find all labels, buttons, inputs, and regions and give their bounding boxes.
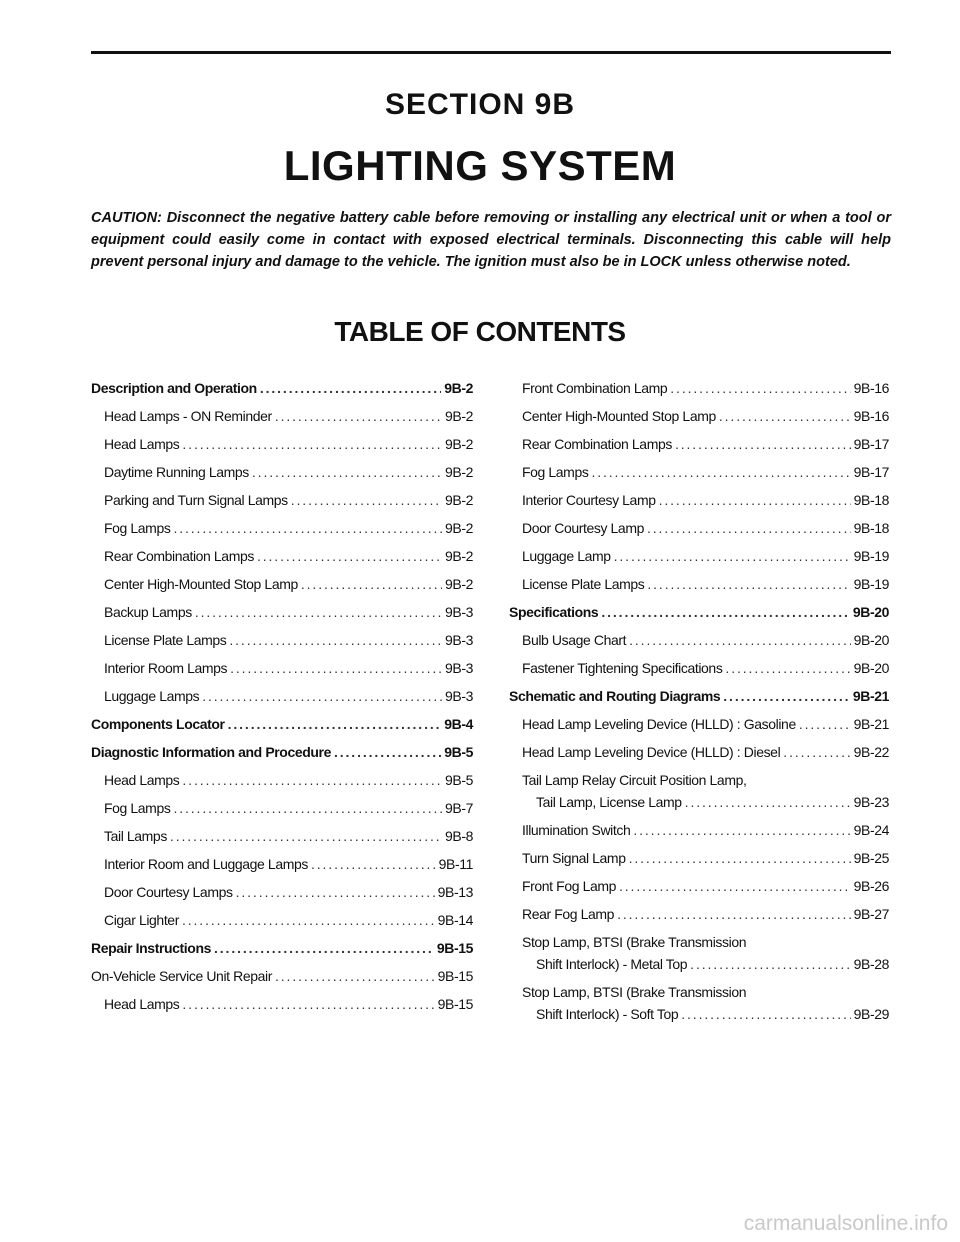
- toc-entry-label: Cigar Lighter: [104, 912, 179, 928]
- toc-entry[interactable]: [91, 878, 473, 900]
- toc-entry-label: License Plate Lamps: [522, 576, 645, 592]
- toc-entry[interactable]: [91, 542, 473, 564]
- toc-entry-label: License Plate Lamps: [104, 632, 227, 648]
- toc-entry-page: 9B-23: [853, 794, 889, 810]
- dot-leader: [173, 800, 442, 816]
- toc-entry[interactable]: [509, 654, 889, 676]
- toc-entry-label: Illumination Switch: [522, 822, 631, 838]
- toc-entry[interactable]: [509, 458, 889, 480]
- toc-entry-label: Repair Instructions: [91, 940, 211, 956]
- dot-leader: [182, 996, 434, 1012]
- dot-leader: [334, 744, 441, 760]
- toc-entry-page: 9B-24: [853, 822, 889, 838]
- toc-entry[interactable]: [91, 794, 473, 816]
- dot-leader: [301, 576, 442, 592]
- toc-entry-label: Head Lamps: [104, 436, 180, 452]
- dot-leader: [601, 604, 850, 620]
- toc-entry[interactable]: [91, 766, 473, 788]
- toc-entry[interactable]: [509, 978, 889, 1022]
- toc-entry-label: Head Lamp Leveling Device (HLLD) : Gasoline: [522, 716, 796, 732]
- toc-left-column: [91, 374, 473, 1018]
- toc-entry-page: 9B-17: [853, 464, 889, 480]
- toc-right-column: [509, 374, 889, 1028]
- dot-leader: [236, 884, 435, 900]
- toc-entry-page: 9B-14: [437, 912, 473, 928]
- toc-entry-label: Interior Courtesy Lamp: [522, 492, 656, 508]
- dot-leader: [230, 660, 442, 676]
- toc-entry-page: 9B-21: [852, 688, 889, 704]
- toc-entry[interactable]: [91, 710, 473, 732]
- dot-leader: [182, 772, 442, 788]
- toc-entry-page: 9B-16: [853, 408, 889, 424]
- toc-entry-label: Center High-Mounted Stop Lamp: [522, 408, 716, 424]
- toc-entry[interactable]: [509, 844, 889, 866]
- toc-entry-label: Schematic and Routing Diagrams: [509, 688, 721, 704]
- toc-entry-page: 9B-17: [853, 436, 889, 452]
- toc-entry[interactable]: [91, 486, 473, 508]
- dot-leader: [647, 576, 850, 592]
- toc-entry[interactable]: [91, 934, 473, 956]
- dot-leader: [182, 436, 442, 452]
- toc-entry[interactable]: [91, 962, 473, 984]
- toc-entry-label: Head Lamps: [104, 772, 180, 788]
- toc-entry-label: Fog Lamps: [104, 520, 171, 536]
- dot-leader: [228, 716, 442, 732]
- dot-leader: [202, 688, 442, 704]
- toc-entry-label: Door Courtesy Lamps: [104, 884, 233, 900]
- toc-entry-page: 9B-27: [853, 906, 889, 922]
- toc-entry-label: Fog Lamps: [104, 800, 171, 816]
- toc-entry[interactable]: [91, 430, 473, 452]
- dot-leader: [291, 492, 442, 508]
- toc-entry-page: 9B-7: [445, 800, 473, 816]
- toc-entry-page: 9B-11: [438, 856, 473, 872]
- toc-entry[interactable]: [91, 514, 473, 536]
- toc-entry-page: 9B-2: [445, 492, 473, 508]
- toc-entry-label: Components Locator: [91, 716, 225, 732]
- dot-leader: [783, 744, 850, 760]
- toc-entry-page: 9B-15: [437, 968, 473, 984]
- caution-notice: CAUTION: Disconnect the negative battery cable before removing or installing any electrical unit or when a tool or equipment could easily come in contact with exposed electrical terminals. Disconnecting this cable will help prevent personal injury and damage to the vehicle. The ignition must also be in LOCK unless otherwise noted.: [91, 210, 891, 270]
- toc-entry[interactable]: [509, 766, 889, 810]
- toc-entry-label: Stop Lamp, BTSI (Brake Transmission: [522, 984, 747, 1000]
- toc-entry[interactable]: [91, 850, 473, 872]
- toc-entry-label: Rear Combination Lamps: [104, 548, 254, 564]
- toc-entry-label: Tail Lamp, License Lamp: [536, 794, 682, 810]
- dot-leader: [723, 688, 850, 704]
- toc-entry[interactable]: [509, 542, 889, 564]
- toc-entry-page: 9B-26: [853, 878, 889, 894]
- toc-entry-label: Bulb Usage Chart: [522, 632, 627, 648]
- dot-leader: [195, 604, 442, 620]
- toc-entry-label: Shift Interlock) - Soft Top: [536, 1006, 679, 1022]
- toc-entry-label: Turn Signal Lamp: [522, 850, 626, 866]
- toc-entry-page: 9B-2: [445, 548, 473, 564]
- toc-entry-label: Front Combination Lamp: [522, 380, 668, 396]
- toc-entry-label: Parking and Turn Signal Lamps: [104, 492, 288, 508]
- toc-entry-page: 9B-19: [853, 576, 889, 592]
- toc-entry-page: 9B-13: [437, 884, 473, 900]
- toc-entry-page: 9B-2: [445, 408, 473, 424]
- toc-entry[interactable]: [91, 598, 473, 620]
- dot-leader: [617, 906, 851, 922]
- toc-entry-label: Stop Lamp, BTSI (Brake Transmission: [522, 934, 747, 950]
- toc-entry-label: Head Lamp Leveling Device (HLLD) : Diesel: [522, 744, 781, 760]
- toc-entry-label: Interior Room and Luggage Lamps: [104, 856, 308, 872]
- toc-entry[interactable]: [509, 514, 889, 536]
- toc-entry-page: 9B-15: [437, 996, 473, 1012]
- section-number: SECTION 9B: [384, 88, 576, 121]
- dot-leader: [170, 828, 442, 844]
- toc-entry-page: 9B-21: [853, 716, 889, 732]
- dot-leader: [629, 850, 851, 866]
- toc-entry[interactable]: [91, 570, 473, 592]
- dot-leader: [685, 794, 851, 810]
- toc-entry[interactable]: [91, 822, 473, 844]
- toc-entry[interactable]: [91, 374, 473, 396]
- toc-entry[interactable]: [509, 816, 889, 838]
- toc-entry-label: Center High-Mounted Stop Lamp: [104, 576, 298, 592]
- toc-entry-page: 9B-29: [853, 1006, 889, 1022]
- dot-leader: [275, 968, 435, 984]
- dot-leader: [214, 940, 434, 956]
- toc-entry-continuation: [522, 950, 889, 972]
- toc-entry-page: 9B-25: [853, 850, 889, 866]
- dot-leader: [182, 912, 435, 928]
- toc-entry-label: Fastener Tightening Specifications: [522, 660, 723, 676]
- toc-entry-page: 9B-20: [852, 604, 889, 620]
- toc-entry[interactable]: [509, 598, 889, 620]
- toc-entry-page: 9B-5: [445, 772, 473, 788]
- toc-entry-label: Head Lamps: [104, 996, 180, 1012]
- dot-leader: [647, 520, 851, 536]
- toc-entry-label: Specifications: [509, 604, 599, 620]
- dot-leader: [257, 548, 442, 564]
- toc-entry-page: 9B-3: [445, 688, 473, 704]
- toc-entry-label: On-Vehicle Service Unit Repair: [91, 968, 272, 984]
- dot-leader: [670, 380, 850, 396]
- toc-entry[interactable]: [91, 738, 473, 760]
- toc-entry-page: 9B-28: [853, 956, 889, 972]
- toc-entry[interactable]: [509, 626, 889, 648]
- dot-leader: [725, 660, 850, 676]
- dot-leader: [619, 878, 851, 894]
- dot-leader: [719, 408, 851, 424]
- toc-entry-page: 9B-8: [445, 828, 473, 844]
- dot-leader: [229, 632, 442, 648]
- toc-entry[interactable]: [509, 682, 889, 704]
- toc-entry[interactable]: [509, 570, 889, 592]
- toc-entry-page: 9B-18: [853, 492, 889, 508]
- toc-entry-label: Diagnostic Information and Procedure: [91, 744, 331, 760]
- toc-entry-label: Tail Lamps: [104, 828, 167, 844]
- toc-entry-label: Daytime Running Lamps: [104, 464, 249, 480]
- page-title: LIGHTING SYSTEM: [283, 142, 677, 189]
- dot-leader: [675, 436, 851, 452]
- toc-entry-page: 9B-19: [853, 548, 889, 564]
- dot-leader: [173, 520, 442, 536]
- toc-entry[interactable]: [91, 654, 473, 676]
- toc-entry-label: Fog Lamps: [522, 464, 589, 480]
- toc-entry-page: 9B-2: [445, 436, 473, 452]
- toc-entry-label: Door Courtesy Lamp: [522, 520, 644, 536]
- toc-entry[interactable]: [91, 990, 473, 1012]
- dot-leader: [311, 856, 436, 872]
- dot-leader: [591, 464, 850, 480]
- toc-entry-page: 9B-2: [445, 464, 473, 480]
- dot-leader: [252, 464, 442, 480]
- toc-entry[interactable]: [91, 906, 473, 928]
- toc-entry-label: Backup Lamps: [104, 604, 192, 620]
- toc-entry-label: Description and Operation: [91, 380, 257, 396]
- toc-entry-label: Luggage Lamps: [104, 688, 200, 704]
- watermark: carmanualsonline.info: [743, 1212, 948, 1235]
- toc-entry[interactable]: [509, 430, 889, 452]
- toc-entry-page: 9B-5: [444, 744, 473, 760]
- toc-entry-label: Luggage Lamp: [522, 548, 611, 564]
- toc-entry-label: Rear Combination Lamps: [522, 436, 672, 452]
- toc-entry-page: 9B-15: [436, 940, 473, 956]
- toc-entry-continuation: [522, 788, 889, 810]
- toc-entry[interactable]: [91, 682, 473, 704]
- toc-entry-page: 9B-20: [853, 632, 889, 648]
- toc-entry-page: 9B-20: [853, 660, 889, 676]
- toc-entry-label: Rear Fog Lamp: [522, 906, 615, 922]
- toc-entry-page: 9B-2: [445, 520, 473, 536]
- dot-leader: [275, 408, 442, 424]
- toc-entry-page: 9B-22: [853, 744, 889, 760]
- toc-entry[interactable]: [509, 872, 889, 894]
- toc-entry-page: 9B-4: [444, 716, 473, 732]
- toc-entry-label: Interior Room Lamps: [104, 660, 228, 676]
- toc-entry[interactable]: [509, 710, 889, 732]
- toc-entry-label: Head Lamps - ON Reminder: [104, 408, 272, 424]
- toc-entry[interactable]: [91, 402, 473, 424]
- toc-entry-page: 9B-3: [445, 632, 473, 648]
- dot-leader: [633, 822, 850, 838]
- toc-entry-label: Tail Lamp Relay Circuit Position Lamp,: [522, 772, 747, 788]
- dot-leader: [799, 716, 851, 732]
- toc-entry-page: 9B-3: [445, 604, 473, 620]
- dot-leader: [690, 956, 850, 972]
- dot-leader: [681, 1006, 850, 1022]
- toc-entry-page: 9B-3: [445, 660, 473, 676]
- toc-entry-page: 9B-18: [853, 520, 889, 536]
- toc-entry[interactable]: [509, 402, 889, 424]
- toc-entry-label: Shift Interlock) - Metal Top: [536, 956, 688, 972]
- toc-entry-page: 9B-16: [853, 380, 889, 396]
- dot-leader: [629, 632, 851, 648]
- toc-entry[interactable]: [509, 486, 889, 508]
- dot-leader: [260, 380, 441, 396]
- dot-leader: [659, 492, 851, 508]
- toc-entry[interactable]: [509, 900, 889, 922]
- toc-entry-label: Front Fog Lamp: [522, 878, 616, 894]
- toc-entry-page: 9B-2: [445, 576, 473, 592]
- dot-leader: [614, 548, 851, 564]
- toc-entry[interactable]: [91, 626, 473, 648]
- toc-entry[interactable]: [509, 738, 889, 760]
- top-rule: [91, 51, 891, 54]
- toc-entry-page: 9B-2: [444, 380, 473, 396]
- toc-heading: TABLE OF CONTENTS: [334, 316, 626, 347]
- toc-entry-continuation: [522, 1000, 889, 1022]
- toc-entry[interactable]: [509, 928, 889, 972]
- toc-entry[interactable]: [509, 374, 889, 396]
- toc-entry[interactable]: [91, 458, 473, 480]
